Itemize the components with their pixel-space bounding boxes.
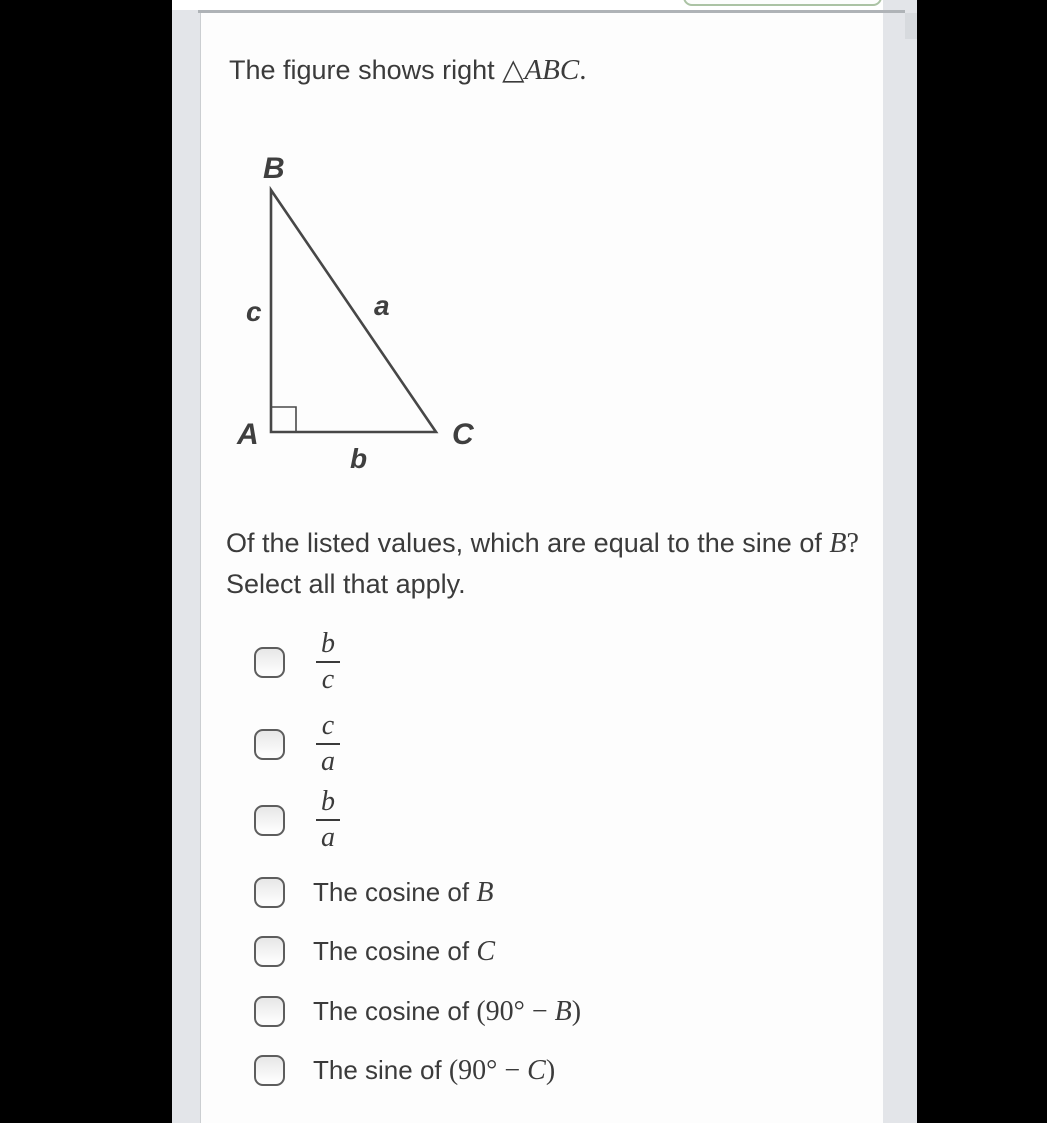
fraction-bar — [316, 661, 340, 663]
intro-suffix: . — [579, 54, 587, 86]
side-label-b: b — [350, 443, 368, 474]
app-viewport — [172, 0, 917, 1123]
option-label-cosine-90-minus-b: The cosine of (90° − B) — [313, 996, 582, 1027]
vertex-label-c: C — [452, 418, 474, 451]
question-prompt — [226, 523, 859, 604]
question-math-var: B — [829, 528, 847, 559]
checkbox-option-1[interactable] — [254, 647, 285, 678]
triangle-symbol: △ — [502, 54, 525, 86]
scrollbar-thumb[interactable] — [905, 13, 917, 39]
side-label-c: c — [246, 296, 262, 327]
fraction-c-over-a: $\frac{c}{a}$ — [314, 710, 342, 778]
content-top-divider — [198, 10, 905, 13]
vertex-label-b: B — [263, 152, 285, 185]
option-row-7[interactable] — [254, 1052, 555, 1089]
option-row-4[interactable] — [254, 874, 493, 911]
option-label-cosine-c: The cosine of C — [313, 936, 495, 967]
question-card — [200, 13, 883, 1123]
triangle-name: ABC — [524, 54, 580, 86]
checkbox-option-3[interactable] — [254, 805, 285, 836]
option-row-3[interactable] — [254, 786, 342, 854]
option-row-1[interactable] — [254, 628, 342, 696]
vertex-label-a: A — [237, 418, 259, 451]
checkbox-option-5[interactable] — [254, 936, 285, 967]
option-label-sine-90-minus-c: The sine of (90° − C) — [313, 1055, 556, 1086]
option-row-6[interactable] — [254, 993, 581, 1030]
primary-action-button[interactable] — [683, 0, 882, 6]
checkbox-option-7[interactable] — [254, 1055, 285, 1086]
fraction-b-over-a: $\frac{b}{a}$ — [314, 786, 342, 854]
question-intro-text — [229, 53, 586, 87]
triangle-outline — [271, 190, 436, 432]
fraction-bar — [316, 743, 340, 745]
checkbox-option-4[interactable] — [254, 877, 285, 908]
checkbox-option-2[interactable] — [254, 729, 285, 760]
option-label-cosine-b: The cosine of B — [313, 877, 494, 908]
right-triangle-figure — [231, 140, 501, 490]
question-line-2: Select all that apply. — [226, 569, 466, 599]
intro-text: The figure shows right — [229, 55, 503, 85]
side-label-a: a — [374, 290, 390, 321]
option-row-2[interactable] — [254, 710, 342, 778]
option-row-5[interactable] — [254, 933, 495, 970]
fraction-bar — [316, 819, 340, 821]
right-angle-marker — [271, 407, 296, 432]
question-line-1: Of the listed values, which are equal to the sine of B? — [226, 528, 859, 559]
fraction-b-over-c: $\frac{b}{c}$ — [314, 628, 342, 696]
top-toolbar-strip — [172, 0, 883, 10]
checkbox-option-6[interactable] — [254, 996, 285, 1027]
